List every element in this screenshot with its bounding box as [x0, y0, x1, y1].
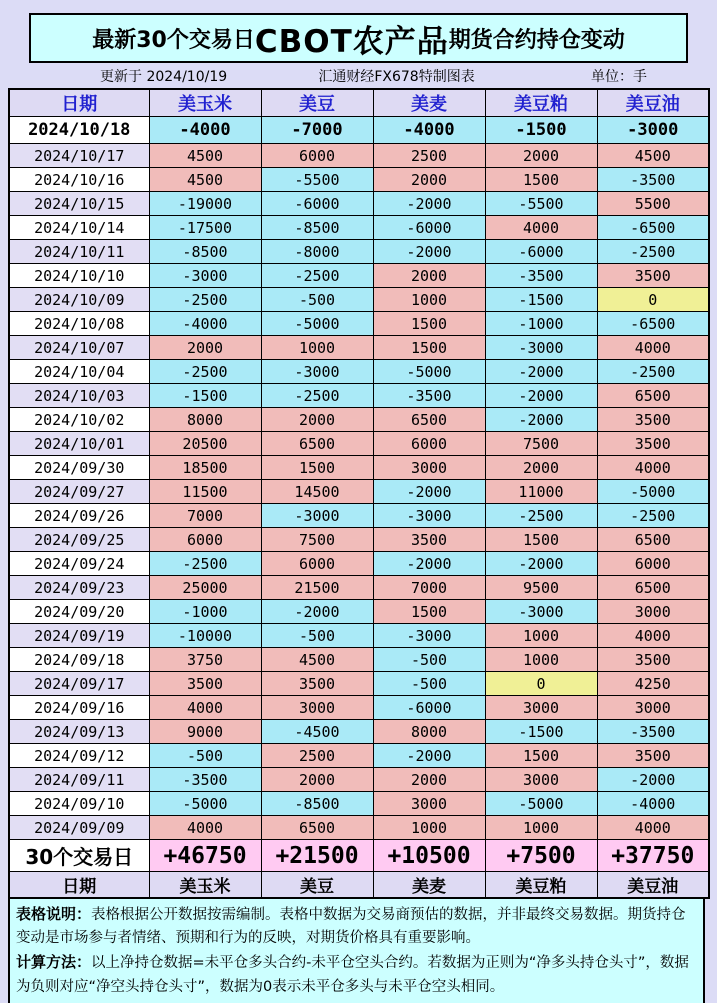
table-row [9, 816, 709, 840]
value-cell: -5000 [485, 792, 597, 816]
value-cell: -1000 [149, 600, 261, 624]
value-cell: 1000 [485, 648, 597, 672]
col-header-oil: 美豆油 [597, 89, 709, 117]
value-cell: 18500 [149, 456, 261, 480]
table-header [9, 89, 709, 117]
value-cell: 3500 [597, 432, 709, 456]
table-row [9, 696, 709, 720]
note-description-label: 表格说明： [16, 905, 92, 923]
value-cell: -7000 [261, 117, 373, 144]
value-cell: -4000 [597, 792, 709, 816]
value-cell: 1500 [485, 168, 597, 192]
table-row [9, 168, 709, 192]
subtitle-bar [0, 63, 717, 88]
value-cell: 4000 [149, 816, 261, 840]
table-row [9, 744, 709, 768]
summary-value-wheat: +10500 [373, 840, 485, 872]
table-row [9, 240, 709, 264]
value-cell: 9000 [149, 720, 261, 744]
date-cell: 2024/10/09 [9, 288, 149, 312]
col-header-soybean: 美豆 [261, 89, 373, 117]
value-cell: -2500 [149, 552, 261, 576]
value-cell: -2000 [373, 552, 485, 576]
value-cell: 3500 [597, 648, 709, 672]
footer-col-date: 日期 [9, 872, 149, 899]
table-row [9, 192, 709, 216]
table-row [9, 672, 709, 696]
header-row [9, 89, 709, 117]
value-cell: 7500 [261, 528, 373, 552]
value-cell: -3000 [373, 504, 485, 528]
value-cell: -2500 [149, 288, 261, 312]
value-cell: 1000 [485, 624, 597, 648]
value-cell: -2000 [485, 360, 597, 384]
note-method-text: 以上净持仓数据=未平仓多头合约-未平仓空头合约。若数据为正则为“净多头持仓头寸”，数据为负则对应“净空头持仓头寸”，数据为0表示未平仓多头与未平仓空头相同。 [16, 955, 689, 995]
date-cell: 2024/10/02 [9, 408, 149, 432]
value-cell: 3000 [597, 696, 709, 720]
value-cell: 25000 [149, 576, 261, 600]
date-cell: 2024/09/17 [9, 672, 149, 696]
value-cell: -5000 [149, 792, 261, 816]
value-cell: 2000 [373, 264, 485, 288]
value-cell: 6500 [597, 576, 709, 600]
note-description-text: 表格根据公开数据按需编制。表格中数据为交易商预估的数据，并非最终交易数据。期货持仓变动是市场参与者情绪、预期和行为的反映，对期货价格具有重要影响。 [16, 907, 686, 947]
table-row [9, 576, 709, 600]
value-cell: 4500 [149, 168, 261, 192]
value-cell: 3000 [261, 696, 373, 720]
value-cell: 1500 [485, 744, 597, 768]
table-row [9, 768, 709, 792]
value-cell: 4500 [597, 144, 709, 168]
value-cell: -5000 [373, 360, 485, 384]
value-cell: -6500 [597, 216, 709, 240]
date-cell: 2024/10/16 [9, 168, 149, 192]
value-cell: 14500 [261, 480, 373, 504]
value-cell: -2000 [373, 480, 485, 504]
value-cell: -2500 [149, 360, 261, 384]
table-row [9, 216, 709, 240]
table-row [9, 432, 709, 456]
value-cell: -2000 [485, 384, 597, 408]
date-cell: 2024/09/25 [9, 528, 149, 552]
summary-value-meal: +7500 [485, 840, 597, 872]
value-cell: 4000 [597, 456, 709, 480]
value-cell: -4000 [373, 117, 485, 144]
value-cell: -2000 [373, 192, 485, 216]
value-cell: -3500 [149, 768, 261, 792]
title-prefix: 最新30个交易日 [92, 27, 255, 53]
value-cell: 4250 [597, 672, 709, 696]
value-cell: 3000 [485, 696, 597, 720]
value-cell: 7000 [149, 504, 261, 528]
footer-col-meal: 美豆粕 [485, 872, 597, 899]
table-footer [9, 840, 709, 899]
value-cell: -5500 [485, 192, 597, 216]
value-cell: -5500 [261, 168, 373, 192]
value-cell: 6500 [373, 408, 485, 432]
value-cell: -3500 [373, 384, 485, 408]
value-cell: -2000 [485, 552, 597, 576]
value-cell: 4000 [485, 216, 597, 240]
value-cell: 2000 [373, 768, 485, 792]
value-cell: -1500 [485, 720, 597, 744]
table-row [9, 264, 709, 288]
note-description [16, 902, 697, 950]
date-cell: 2024/10/07 [9, 336, 149, 360]
value-cell: -6000 [373, 696, 485, 720]
table-row [9, 528, 709, 552]
value-cell: 2000 [261, 408, 373, 432]
value-cell: 5500 [597, 192, 709, 216]
value-cell: 3000 [485, 768, 597, 792]
value-cell: 21500 [261, 576, 373, 600]
value-cell: 6500 [597, 384, 709, 408]
value-cell: -2500 [597, 240, 709, 264]
value-cell: 3500 [597, 408, 709, 432]
date-cell: 2024/10/15 [9, 192, 149, 216]
date-cell: 2024/09/26 [9, 504, 149, 528]
value-cell: -2500 [261, 384, 373, 408]
value-cell: 2000 [485, 456, 597, 480]
value-cell: 4000 [597, 624, 709, 648]
value-cell: 3000 [373, 792, 485, 816]
summary-row [9, 840, 709, 872]
summary-value-soybean: +21500 [261, 840, 373, 872]
value-cell: 2000 [373, 168, 485, 192]
value-cell: -500 [373, 672, 485, 696]
value-cell: -19000 [149, 192, 261, 216]
table-row [9, 117, 709, 144]
value-cell: 6500 [261, 432, 373, 456]
value-cell: -500 [149, 744, 261, 768]
summary-value-oil: +37750 [597, 840, 709, 872]
value-cell: 2000 [485, 144, 597, 168]
value-cell: 3500 [261, 672, 373, 696]
value-cell: -17500 [149, 216, 261, 240]
notes-box [8, 899, 705, 1003]
table-row [9, 312, 709, 336]
footer-col-oil: 美豆油 [597, 872, 709, 899]
footer-header-row [9, 872, 709, 899]
value-cell: 3750 [149, 648, 261, 672]
value-cell: 11000 [485, 480, 597, 504]
value-cell: -6500 [597, 312, 709, 336]
value-cell: -2500 [261, 264, 373, 288]
value-cell: 1500 [485, 528, 597, 552]
positions-table [8, 88, 710, 899]
value-cell: -2000 [261, 600, 373, 624]
date-cell: 2024/09/19 [9, 624, 149, 648]
table-row [9, 360, 709, 384]
col-header-wheat: 美麦 [373, 89, 485, 117]
value-cell: 3500 [597, 744, 709, 768]
value-cell: -500 [261, 624, 373, 648]
value-cell: 6500 [261, 816, 373, 840]
value-cell: 2000 [149, 336, 261, 360]
table-row [9, 384, 709, 408]
value-cell: -6000 [373, 216, 485, 240]
value-cell: 2500 [373, 144, 485, 168]
value-cell: 8000 [373, 720, 485, 744]
value-cell: 1500 [261, 456, 373, 480]
footer-col-corn: 美玉米 [149, 872, 261, 899]
value-cell: -2500 [485, 504, 597, 528]
date-cell: 2024/09/24 [9, 552, 149, 576]
date-cell: 2024/10/03 [9, 384, 149, 408]
table-row [9, 792, 709, 816]
value-cell: 4500 [261, 648, 373, 672]
value-cell: 11500 [149, 480, 261, 504]
value-cell: 20500 [149, 432, 261, 456]
footer-col-soybean: 美豆 [261, 872, 373, 899]
value-cell: -8000 [261, 240, 373, 264]
table-row [9, 336, 709, 360]
value-cell: -3000 [597, 117, 709, 144]
value-cell: 4000 [597, 336, 709, 360]
source-label: 汇通财经FX678特制图表 [318, 68, 475, 85]
value-cell: -2000 [485, 408, 597, 432]
value-cell: 6000 [261, 552, 373, 576]
col-header-meal: 美豆粕 [485, 89, 597, 117]
date-cell: 2024/10/18 [9, 117, 149, 144]
date-cell: 2024/10/01 [9, 432, 149, 456]
value-cell: -5000 [597, 480, 709, 504]
value-cell: 3000 [373, 456, 485, 480]
value-cell: 6000 [149, 528, 261, 552]
value-cell: -8500 [149, 240, 261, 264]
table-row [9, 624, 709, 648]
value-cell: 6000 [597, 552, 709, 576]
value-cell: -3000 [373, 624, 485, 648]
value-cell: 9500 [485, 576, 597, 600]
date-cell: 2024/09/12 [9, 744, 149, 768]
summary-value-corn: +46750 [149, 840, 261, 872]
value-cell: -3000 [261, 360, 373, 384]
title-suffix: 期货合约持仓变动 [448, 27, 625, 53]
date-cell: 2024/09/18 [9, 648, 149, 672]
date-cell: 2024/09/11 [9, 768, 149, 792]
table-body [9, 117, 709, 840]
summary-label: 30个交易日 [9, 840, 149, 872]
col-header-corn: 美玉米 [149, 89, 261, 117]
value-cell: -8500 [261, 216, 373, 240]
table-row [9, 288, 709, 312]
date-cell: 2024/09/30 [9, 456, 149, 480]
value-cell: 1000 [261, 336, 373, 360]
value-cell: -6000 [261, 192, 373, 216]
value-cell: 3500 [597, 264, 709, 288]
value-cell: 2500 [261, 744, 373, 768]
value-cell: 1500 [373, 336, 485, 360]
title-brand: CBOT农产品 [254, 23, 449, 60]
value-cell: 1000 [485, 816, 597, 840]
value-cell: -2500 [597, 504, 709, 528]
table-row [9, 456, 709, 480]
value-cell: -4000 [149, 312, 261, 336]
table-row [9, 720, 709, 744]
table-row [9, 144, 709, 168]
updated-label: 更新于 2024/10/19 [100, 68, 228, 85]
value-cell: -1500 [485, 288, 597, 312]
value-cell: -2000 [597, 768, 709, 792]
table-row [9, 600, 709, 624]
date-cell: 2024/10/04 [9, 360, 149, 384]
date-cell: 2024/09/20 [9, 600, 149, 624]
date-cell: 2024/10/17 [9, 144, 149, 168]
date-cell: 2024/09/13 [9, 720, 149, 744]
value-cell: -2000 [373, 240, 485, 264]
value-cell: 4500 [149, 144, 261, 168]
value-cell: -6000 [485, 240, 597, 264]
value-cell: 3000 [597, 600, 709, 624]
note-method [16, 950, 697, 998]
value-cell: 0 [597, 288, 709, 312]
table-row [9, 408, 709, 432]
value-cell: -8500 [261, 792, 373, 816]
value-cell: 2000 [261, 768, 373, 792]
value-cell: -4000 [149, 117, 261, 144]
date-cell: 2024/10/14 [9, 216, 149, 240]
date-cell: 2024/09/09 [9, 816, 149, 840]
value-cell: -3000 [149, 264, 261, 288]
value-cell: 7500 [485, 432, 597, 456]
date-cell: 2024/10/11 [9, 240, 149, 264]
date-cell: 2024/09/10 [9, 792, 149, 816]
date-cell: 2024/09/27 [9, 480, 149, 504]
value-cell: 4000 [597, 816, 709, 840]
value-cell: 1000 [373, 816, 485, 840]
value-cell: 7000 [373, 576, 485, 600]
value-cell: -3000 [485, 336, 597, 360]
date-cell: 2024/10/10 [9, 264, 149, 288]
table-row [9, 504, 709, 528]
value-cell: -2500 [597, 360, 709, 384]
col-header-date: 日期 [9, 89, 149, 117]
value-cell: 3500 [149, 672, 261, 696]
table-row [9, 552, 709, 576]
value-cell: 6000 [261, 144, 373, 168]
value-cell: 0 [485, 672, 597, 696]
value-cell: -4500 [261, 720, 373, 744]
title-banner [29, 13, 688, 63]
date-cell: 2024/09/16 [9, 696, 149, 720]
value-cell: -3000 [261, 504, 373, 528]
value-cell: -1500 [149, 384, 261, 408]
value-cell: 1500 [373, 312, 485, 336]
value-cell: 6500 [597, 528, 709, 552]
unit-label: 单位：手 [590, 68, 647, 85]
date-cell: 2024/09/23 [9, 576, 149, 600]
value-cell: -3500 [485, 264, 597, 288]
value-cell: 6000 [373, 432, 485, 456]
value-cell: -2000 [373, 744, 485, 768]
value-cell: -500 [261, 288, 373, 312]
value-cell: -3500 [597, 168, 709, 192]
footer-col-wheat: 美麦 [373, 872, 485, 899]
value-cell: -3000 [485, 600, 597, 624]
value-cell: -3500 [597, 720, 709, 744]
page [0, 13, 717, 1003]
date-cell: 2024/10/08 [9, 312, 149, 336]
value-cell: 3500 [373, 528, 485, 552]
value-cell: -10000 [149, 624, 261, 648]
value-cell: -1000 [485, 312, 597, 336]
value-cell: -1500 [485, 117, 597, 144]
value-cell: -500 [373, 648, 485, 672]
value-cell: 1000 [373, 288, 485, 312]
value-cell: 8000 [149, 408, 261, 432]
value-cell: -5000 [261, 312, 373, 336]
note-method-label: 计算方法： [16, 953, 92, 972]
table-row [9, 648, 709, 672]
value-cell: 4000 [149, 696, 261, 720]
value-cell: 1500 [373, 600, 485, 624]
table-row [9, 480, 709, 504]
